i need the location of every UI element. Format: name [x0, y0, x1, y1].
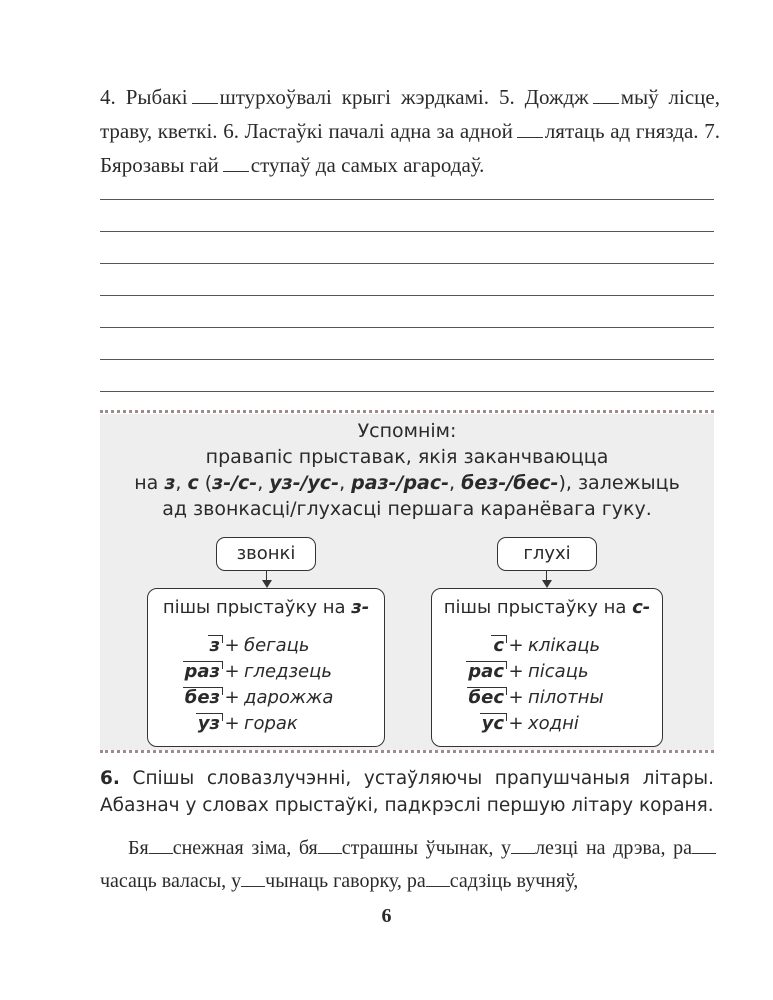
- sentence-segment: чынаць гаворку, ра: [265, 870, 426, 892]
- task-text: Спішы словазлучэнні, устаўляючы прапушчаныя літары. Абазнач у словах прыстаўкі, падкрэслі першую літару кораня.: [100, 768, 714, 816]
- rule-text: [100, 418, 714, 522]
- voiceless-card: [431, 588, 663, 747]
- sentence-segment: страшны ўчынак, у: [341, 837, 512, 859]
- prefix-example-row: [148, 685, 384, 711]
- prefix-example-row: [148, 633, 384, 659]
- gap-blank: [241, 870, 265, 887]
- voiceless-rows: [432, 633, 662, 737]
- rule-line: ад звонкасці/глухасці першага каранёвага гуку.: [162, 498, 652, 520]
- prefix-example-row: [148, 711, 384, 737]
- example-word: пілотны: [528, 687, 604, 708]
- exercise-text: [100, 80, 720, 182]
- voiceless-label: глухі: [497, 537, 597, 571]
- plus-sign: +: [508, 661, 524, 682]
- writing-line: [100, 263, 714, 264]
- exercise-segment: ступаў да самых агародаў.: [250, 153, 485, 177]
- prefix: уз: [172, 711, 220, 737]
- voiced-card: [147, 588, 385, 747]
- prefix-example-row: [432, 633, 662, 659]
- gap-blank: [223, 153, 249, 172]
- prefix-example-row: [148, 659, 384, 685]
- prefix: бес: [456, 685, 504, 711]
- gap-blank: [692, 837, 716, 854]
- writing-line: [100, 231, 714, 232]
- voiced-label: звонкі: [216, 537, 316, 571]
- plus-sign: +: [224, 713, 240, 734]
- gap-blank: [318, 837, 342, 854]
- example-word: дарожжа: [244, 687, 334, 708]
- gap-blank: [192, 85, 218, 104]
- sentence-segment: садзіць вучняў,: [449, 870, 579, 892]
- exercise-segment: 4. Рыбакі: [100, 85, 188, 109]
- prefix: без: [172, 685, 220, 711]
- prefix: рас: [456, 659, 504, 685]
- gap-blank: [511, 837, 535, 854]
- arrow-down-icon: [262, 580, 272, 588]
- card-title: пішы прыстаўку на з-: [162, 597, 370, 618]
- prefix-example-row: [432, 711, 662, 737]
- gap-blank: [517, 119, 543, 138]
- rule-line: на з, с (з-/с-, уз-/ус-, раз-/рас-, без-/бес-), залежыць: [134, 472, 680, 494]
- task-number: 6.: [100, 768, 120, 789]
- dotted-divider-bottom: [100, 750, 714, 753]
- example-word: пісаць: [528, 661, 589, 682]
- dotted-divider-top: [100, 410, 714, 413]
- arrow-down-icon: [542, 580, 552, 588]
- card-title: пішы прыстаўку на с-: [443, 597, 651, 618]
- example-word: бегаць: [244, 635, 310, 656]
- plus-sign: +: [224, 661, 240, 682]
- plus-sign: +: [508, 713, 524, 734]
- example-word: гледзець: [244, 661, 332, 682]
- sentence-segment: снежная зіма, бя: [172, 837, 318, 859]
- task-instruction: [100, 765, 714, 819]
- example-word: ходні: [528, 713, 579, 734]
- example-word: горак: [244, 713, 298, 734]
- writing-line: [100, 391, 714, 392]
- task-sentences: [100, 832, 716, 898]
- prefix-example-row: [432, 659, 662, 685]
- prefix: раз: [172, 659, 220, 685]
- writing-line: [100, 327, 714, 328]
- writing-line: [100, 295, 714, 296]
- gap-blank: [593, 85, 619, 104]
- gap-blank: [426, 870, 450, 887]
- exercise-segment: лятаць ад гнязда. 7. Бярозавы гай: [100, 119, 720, 177]
- prefix-example-row: [432, 685, 662, 711]
- exercise-segment: мыў лісце, траву, кветкі. 6. Ластаўкі пачалі адна за адной: [100, 85, 720, 143]
- prefix: з: [172, 633, 220, 659]
- sentence-segment: лезці на дрэва, ра: [535, 837, 692, 859]
- prefix: с: [456, 633, 504, 659]
- sentence-segment: часаць валасы, у: [100, 870, 242, 892]
- sentence-segment: Бя: [128, 837, 149, 859]
- rule-line: правапіс прыставак, якія заканчваюцца: [205, 446, 609, 468]
- exercise-segment: штурхоўвалі крыгі жэрдкамі. 5. Дождж: [219, 85, 589, 109]
- plus-sign: +: [508, 687, 524, 708]
- plus-sign: +: [224, 635, 240, 656]
- plus-sign: +: [224, 687, 240, 708]
- page-number: 6: [381, 905, 392, 927]
- example-word: клікаць: [528, 635, 601, 656]
- writing-line: [100, 199, 714, 200]
- plus-sign: +: [508, 635, 524, 656]
- rule-title: Успомнім:: [357, 420, 457, 442]
- writing-line: [100, 359, 714, 360]
- prefix: ус: [456, 711, 504, 737]
- voiced-rows: [148, 633, 384, 737]
- gap-blank: [149, 837, 173, 854]
